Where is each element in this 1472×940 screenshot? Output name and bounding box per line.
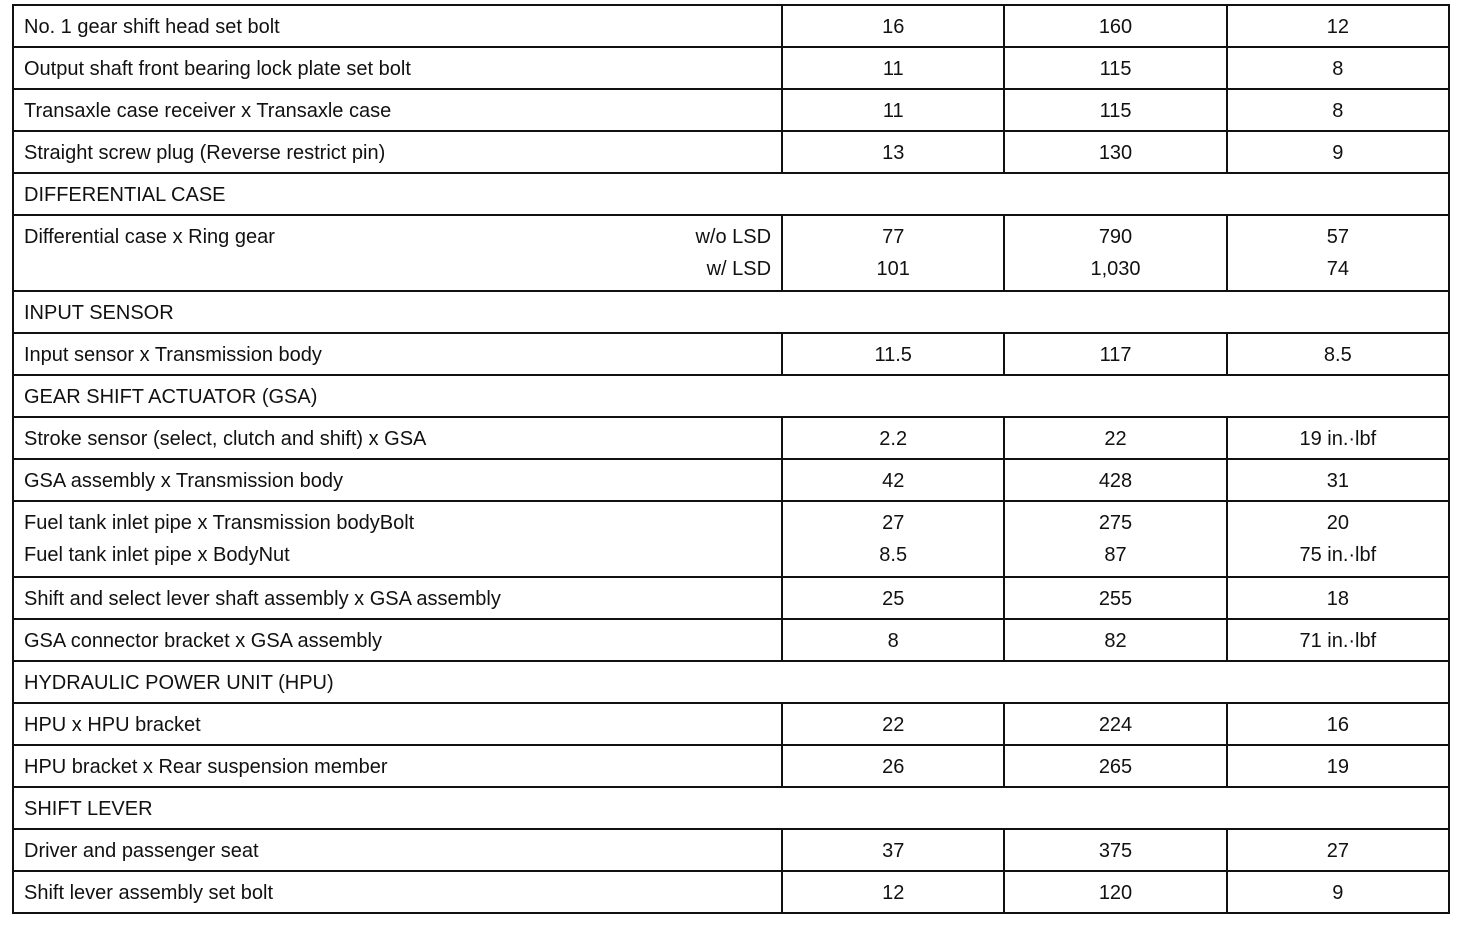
torque-ftlbf-cell: 16 [1227,703,1449,745]
torque-kgfcm-cell: 117 [1004,333,1226,375]
torque-nm-cell [782,501,1004,577]
part-description: Shift lever assembly set bolt [13,871,782,913]
torque-value: 275 [1098,512,1133,534]
torque-ftlbf-cell: 12 [1227,5,1449,47]
torque-value: 20 [1326,512,1349,534]
part-description: Fuel tank inlet pipe x Body [24,544,259,566]
part-description: Output shaft front bearing lock plate set bolt [13,47,782,89]
condition-label: Bolt [379,512,415,534]
torque-value: 27 [882,512,905,534]
table-row [13,745,1449,787]
table-row [13,619,1449,661]
description-line [24,508,771,540]
torque-ftlbf-cell: 9 [1227,871,1449,913]
part-description: HPU bracket x Rear suspension member [13,745,782,787]
torque-value: 77 [882,226,905,248]
table-row [13,215,1449,291]
torque-ftlbf-cell: 8 [1227,47,1449,89]
torque-kgfcm-cell: 82 [1004,619,1226,661]
torque-kgfcm-cell: 375 [1004,829,1226,871]
torque-kgfcm-cell: 130 [1004,131,1226,173]
table-row [13,89,1449,131]
part-description: Stroke sensor (select, clutch and shift) x GSA [13,417,782,459]
part-description: Straight screw plug (Reverse restrict pin) [13,131,782,173]
torque-value: 1,030 [1090,258,1141,280]
torque-ftlbf-cell: 9 [1227,131,1449,173]
condition-label: w/o LSD [695,226,772,248]
table-row [13,5,1449,47]
torque-ftlbf-cell [1227,215,1449,291]
table-row [13,459,1449,501]
part-description: GSA connector bracket x GSA assembly [13,619,782,661]
torque-nm-cell: 8 [782,619,1004,661]
condition-list [695,222,771,286]
torque-ftlbf-cell: 19 [1227,745,1449,787]
section-header: INPUT SENSOR [13,291,1449,333]
part-description: Differential case x Ring gear [24,226,275,248]
torque-nm-cell: 25 [782,577,1004,619]
torque-nm-cell: 13 [782,131,1004,173]
table-row [13,47,1449,89]
part-description: Driver and passenger seat [13,829,782,871]
torque-kgfcm-cell: 115 [1004,89,1226,131]
torque-ftlbf-cell: 8 [1227,89,1449,131]
table-row [13,871,1449,913]
table-row [13,501,1449,577]
torque-nm-cell: 11.5 [782,333,1004,375]
part-description: GSA assembly x Transmission body [13,459,782,501]
torque-ftlbf-cell: 71 in.·lbf [1227,619,1449,661]
table-row [13,131,1449,173]
torque-value: 8.5 [879,544,908,566]
torque-nm-cell: 26 [782,745,1004,787]
section-header: GEAR SHIFT ACTUATOR (GSA) [13,375,1449,417]
torque-value: 87 [1104,544,1127,566]
torque-ftlbf-cell: 27 [1227,829,1449,871]
table-body [13,5,1449,913]
torque-kgfcm-cell [1004,501,1226,577]
torque-spec-table [12,4,1450,914]
torque-value: 57 [1326,226,1349,248]
torque-ftlbf-cell: 8.5 [1227,333,1449,375]
torque-ftlbf-cell [1227,501,1449,577]
section-header-row [13,661,1449,703]
section-header-row [13,787,1449,829]
torque-ftlbf-cell: 19 in.·lbf [1227,417,1449,459]
section-header: DIFFERENTIAL CASE [13,173,1449,215]
table-row [13,703,1449,745]
torque-nm-cell: 16 [782,5,1004,47]
section-header: HYDRAULIC POWER UNIT (HPU) [13,661,1449,703]
part-description: No. 1 gear shift head set bolt [13,5,782,47]
torque-nm-cell: 12 [782,871,1004,913]
torque-kgfcm-cell: 428 [1004,459,1226,501]
torque-value: 75 in.·lbf [1299,544,1377,566]
part-description-cell [13,501,782,577]
torque-nm-cell: 42 [782,459,1004,501]
table-row [13,577,1449,619]
part-description: Transaxle case receiver x Transaxle case [13,89,782,131]
part-description-cell [13,215,782,291]
part-description: Input sensor x Transmission body [13,333,782,375]
torque-value: 101 [876,258,910,280]
torque-value: 790 [1098,226,1133,248]
section-header: SHIFT LEVER [13,787,1449,829]
part-description: Fuel tank inlet pipe x Transmission body [24,512,380,534]
torque-nm-cell: 11 [782,47,1004,89]
table-row [13,333,1449,375]
torque-kgfcm-cell: 120 [1004,871,1226,913]
torque-kgfcm-cell: 115 [1004,47,1226,89]
part-description: HPU x HPU bracket [13,703,782,745]
torque-ftlbf-cell: 31 [1227,459,1449,501]
torque-nm-cell: 2.2 [782,417,1004,459]
description-line [24,540,771,572]
torque-ftlbf-cell: 18 [1227,577,1449,619]
torque-kgfcm-cell: 160 [1004,5,1226,47]
table-row [13,417,1449,459]
section-header-row [13,291,1449,333]
table-row [13,829,1449,871]
section-header-row [13,375,1449,417]
torque-kgfcm-cell: 255 [1004,577,1226,619]
section-header-row [13,173,1449,215]
torque-kgfcm-cell: 265 [1004,745,1226,787]
torque-value: 74 [1326,258,1349,280]
condition-label: w/ LSD [706,258,772,280]
torque-nm-cell: 22 [782,703,1004,745]
torque-nm-cell: 37 [782,829,1004,871]
torque-kgfcm-cell: 22 [1004,417,1226,459]
torque-nm-cell: 11 [782,89,1004,131]
torque-nm-cell [782,215,1004,291]
torque-kgfcm-cell [1004,215,1226,291]
torque-kgfcm-cell: 224 [1004,703,1226,745]
condition-label: Nut [258,544,290,566]
part-description: Shift and select lever shaft assembly x GSA assembly [13,577,782,619]
